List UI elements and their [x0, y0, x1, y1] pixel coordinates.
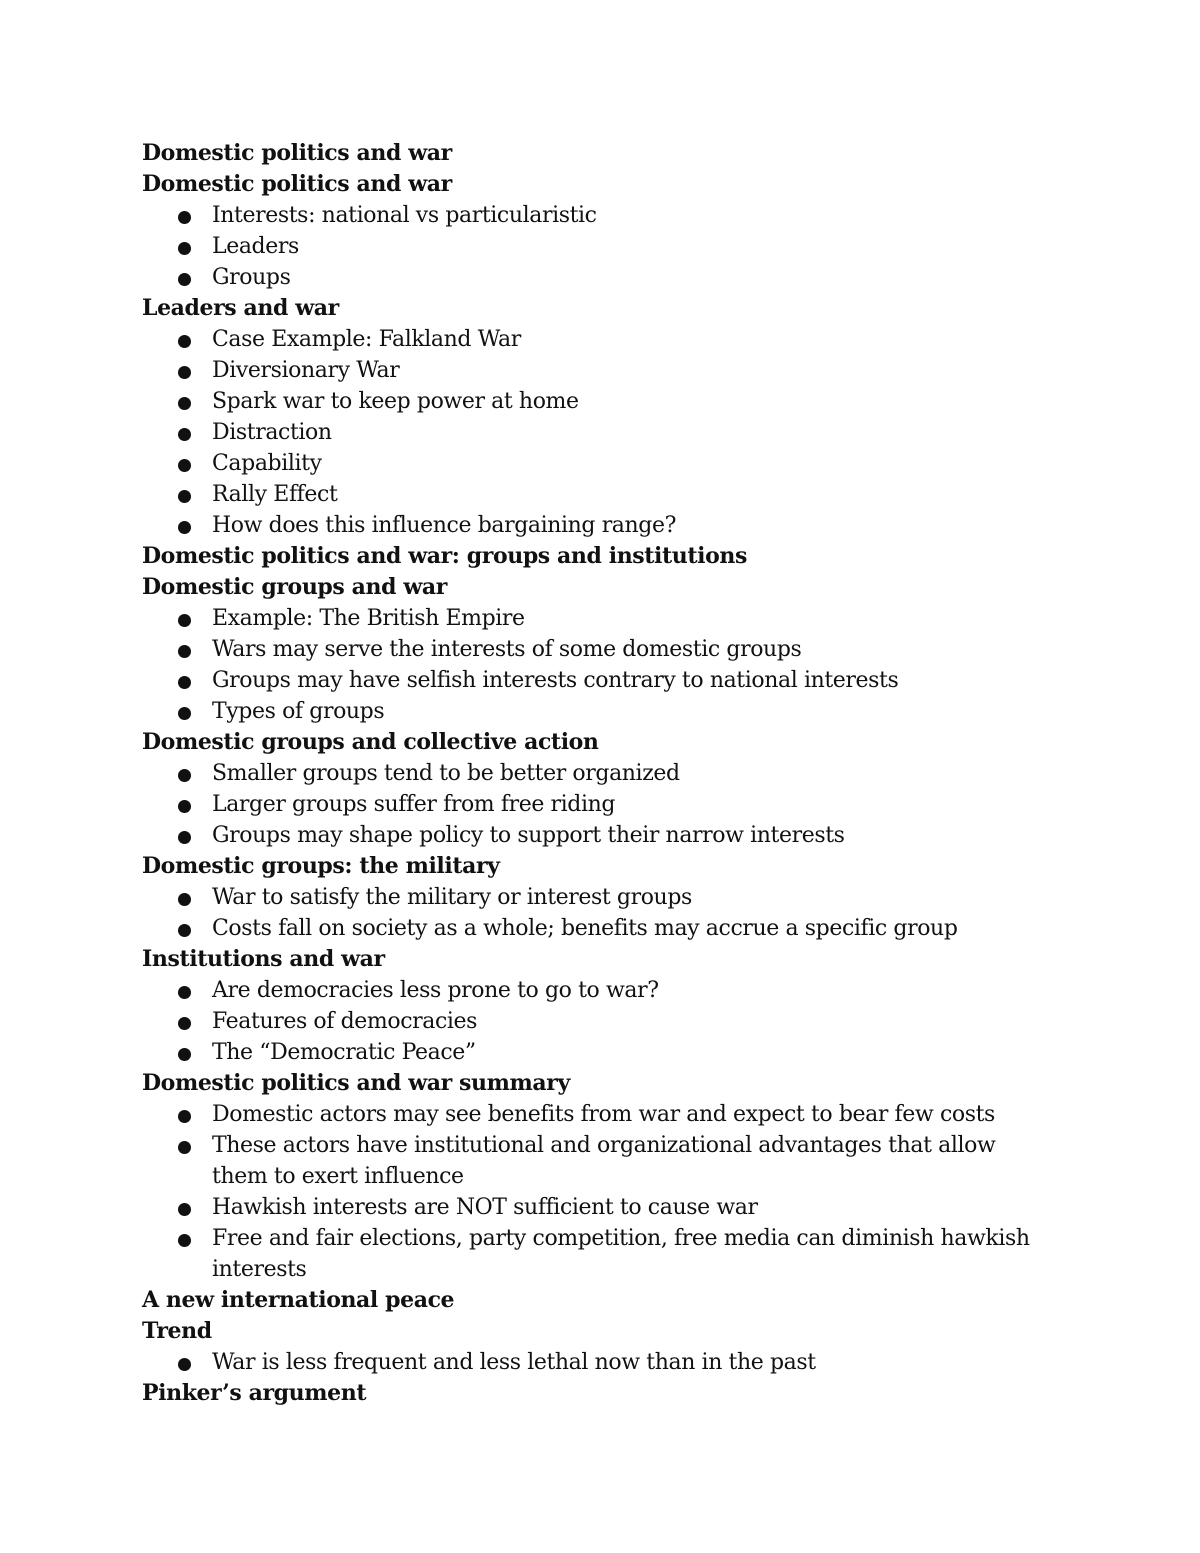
bullet-dot-icon: [178, 211, 191, 224]
section-heading: Domestic groups and collective action: [142, 729, 599, 755]
list-item-text: Capability: [212, 451, 322, 476]
bullet-dot-icon: [178, 1141, 191, 1154]
list-item: [142, 231, 1062, 262]
list-item: [142, 975, 1062, 1006]
list-item: [142, 696, 1062, 727]
bullet-dot-icon: [178, 1234, 191, 1247]
bullet-dot-icon: [178, 366, 191, 379]
list-item-text: Groups may have selfish interests contrary to national interests: [212, 668, 899, 693]
list-item: [142, 913, 1062, 944]
list-item: [142, 882, 1062, 913]
section-heading: A new international peace: [142, 1287, 455, 1313]
list-item: [142, 448, 1062, 479]
bullet-dot-icon: [178, 490, 191, 503]
bullet-dot-icon: [178, 676, 191, 689]
bullet-dot-icon: [178, 831, 191, 844]
list-item: [142, 820, 1062, 851]
list-item-text: How does this influence bargaining range?: [212, 513, 676, 538]
bullet-dot-icon: [178, 707, 191, 720]
list-item: [142, 1130, 1062, 1192]
section-heading: Domestic groups: the military: [142, 853, 500, 879]
bullet-list: [142, 1347, 1062, 1378]
list-item: [142, 324, 1062, 355]
bullet-list: [142, 1099, 1062, 1285]
bullet-dot-icon: [178, 645, 191, 658]
list-item-text: These actors have institutional and organizational advantages that allow them to exert influence: [212, 1133, 996, 1189]
bullet-list: [142, 882, 1062, 944]
list-item-text: Features of democracies: [212, 1009, 478, 1034]
bullet-list: [142, 758, 1062, 851]
list-item-text: Interests: national vs particularistic: [212, 203, 597, 228]
section-heading: Domestic politics and war: groups and institutions: [142, 543, 747, 569]
bullet-dot-icon: [178, 428, 191, 441]
list-item-text: Hawkish interests are NOT sufficient to cause war: [212, 1195, 758, 1220]
list-item: [142, 417, 1062, 448]
list-item-text: Diversionary War: [212, 358, 400, 383]
bullet-dot-icon: [178, 1110, 191, 1123]
list-item: [142, 603, 1062, 634]
bullet-dot-icon: [178, 335, 191, 348]
list-item-text: Distraction: [212, 420, 332, 445]
bullet-list: [142, 324, 1062, 541]
list-item: [142, 386, 1062, 417]
list-item: [142, 758, 1062, 789]
list-item-text: The “Democratic Peace”: [212, 1040, 476, 1065]
list-item: [142, 510, 1062, 541]
list-item: [142, 1192, 1062, 1223]
section-heading: Domestic politics and war: [142, 171, 452, 197]
bullet-dot-icon: [178, 986, 191, 999]
bullet-dot-icon: [178, 924, 191, 937]
bullet-dot-icon: [178, 273, 191, 286]
bullet-dot-icon: [178, 614, 191, 627]
document-body: [142, 138, 1062, 1409]
list-item-text: Rally Effect: [212, 482, 338, 507]
bullet-list: [142, 200, 1062, 293]
list-item-text: Are democracies less prone to go to war?: [212, 978, 659, 1003]
bullet-dot-icon: [178, 893, 191, 906]
section-heading: Leaders and war: [142, 295, 339, 321]
list-item-text: Larger groups suffer from free riding: [212, 792, 616, 817]
list-item: [142, 1099, 1062, 1130]
list-item-text: Groups may shape policy to support their narrow interests: [212, 823, 845, 848]
list-item-text: Types of groups: [212, 699, 385, 724]
list-item-text: Spark war to keep power at home: [212, 389, 579, 414]
list-item: [142, 789, 1062, 820]
list-item-text: War to satisfy the military or interest groups: [212, 885, 692, 910]
list-item-text: Case Example: Falkland War: [212, 327, 521, 352]
section-heading: Pinker’s argument: [142, 1380, 367, 1406]
section-heading: Domestic politics and war summary: [142, 1070, 570, 1096]
list-item: [142, 1347, 1062, 1378]
bullet-list: [142, 975, 1062, 1068]
bullet-list: [142, 603, 1062, 727]
list-item-text: Groups: [212, 265, 291, 290]
bullet-dot-icon: [178, 521, 191, 534]
list-item-text: Wars may serve the interests of some domestic groups: [212, 637, 802, 662]
list-item: [142, 1006, 1062, 1037]
section-heading: Domestic politics and war: [142, 140, 452, 166]
bullet-dot-icon: [178, 1203, 191, 1216]
section-heading: Domestic groups and war: [142, 574, 447, 600]
list-item-text: Costs fall on society as a whole; benefits may accrue a specific group: [212, 916, 958, 941]
bullet-dot-icon: [178, 1048, 191, 1061]
list-item: [142, 262, 1062, 293]
bullet-dot-icon: [178, 800, 191, 813]
list-item: [142, 355, 1062, 386]
list-item: [142, 634, 1062, 665]
bullet-dot-icon: [178, 397, 191, 410]
section-heading: Institutions and war: [142, 946, 385, 972]
list-item-text: Smaller groups tend to be better organized: [212, 761, 680, 786]
bullet-dot-icon: [178, 769, 191, 782]
list-item-text: Example: The British Empire: [212, 606, 525, 631]
list-item: [142, 1223, 1062, 1285]
list-item-text: War is less frequent and less lethal now than in the past: [212, 1350, 816, 1375]
bullet-dot-icon: [178, 1017, 191, 1030]
list-item: [142, 665, 1062, 696]
list-item: [142, 200, 1062, 231]
list-item: [142, 479, 1062, 510]
bullet-dot-icon: [178, 242, 191, 255]
section-heading: Trend: [142, 1318, 212, 1344]
bullet-dot-icon: [178, 459, 191, 472]
list-item-text: Free and fair elections, party competition, free media can diminish hawkish interests: [212, 1226, 1030, 1282]
list-item-text: Leaders: [212, 234, 299, 259]
list-item-text: Domestic actors may see benefits from war and expect to bear few costs: [212, 1102, 995, 1127]
bullet-dot-icon: [178, 1358, 191, 1371]
list-item: [142, 1037, 1062, 1068]
